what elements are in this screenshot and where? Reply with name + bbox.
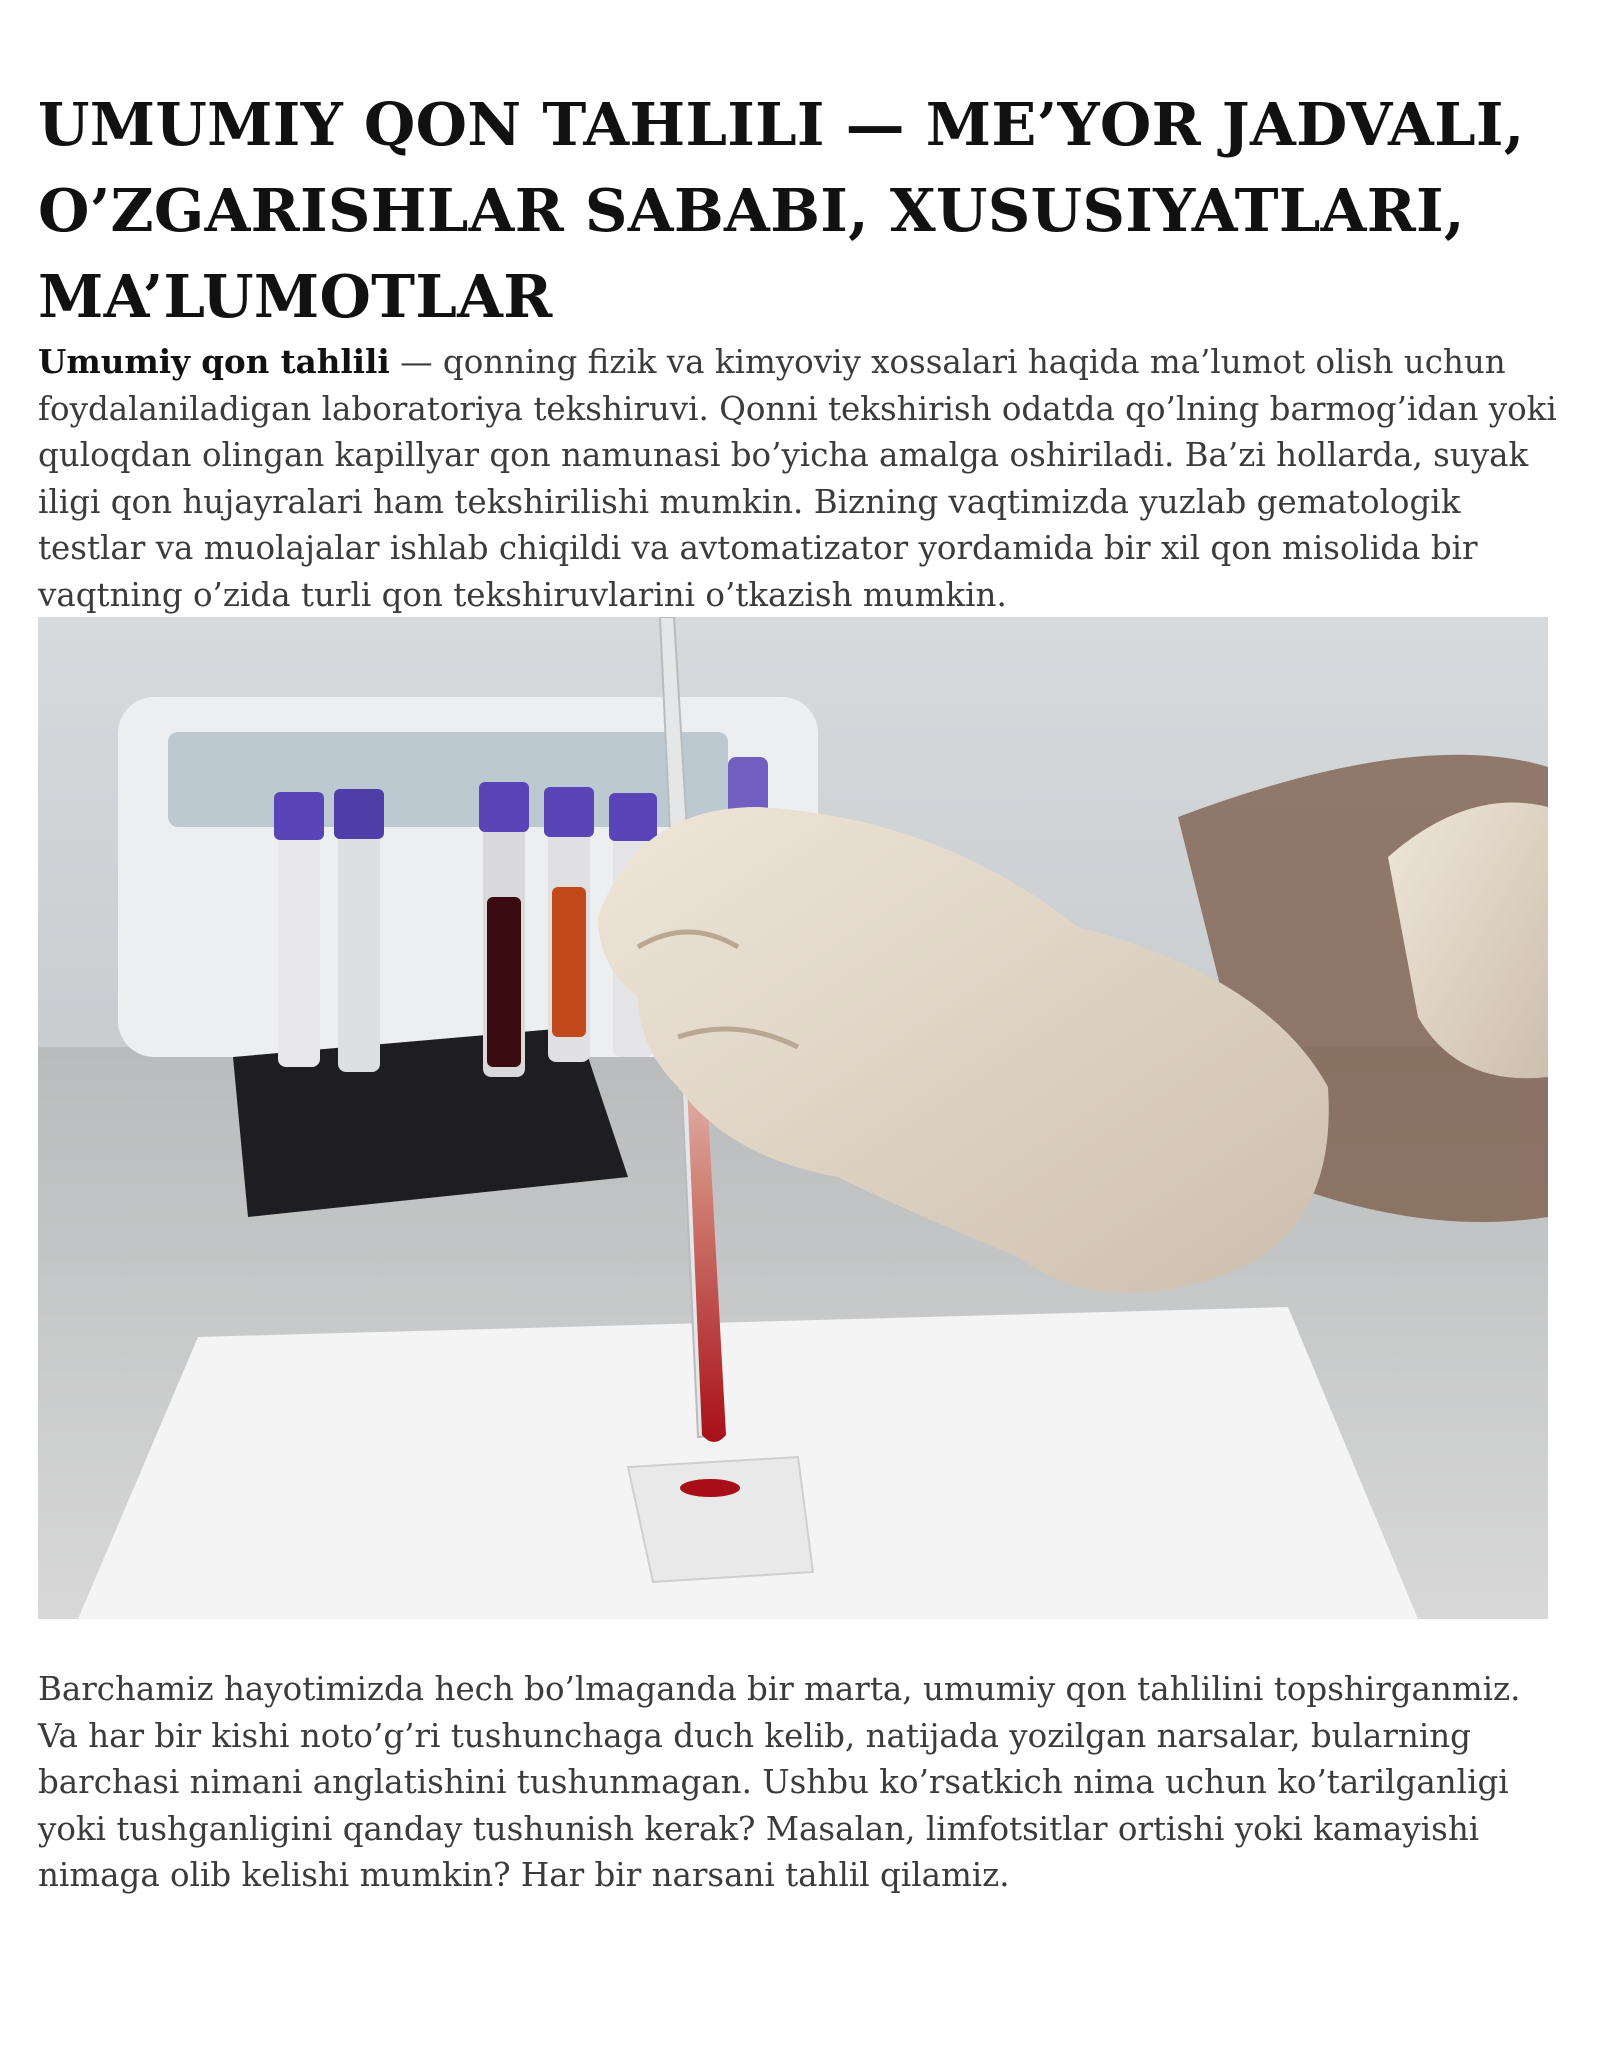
glass-slide [628,1457,813,1582]
photo-illustration [38,617,1548,1619]
outro-paragraph: Barchamiz hayotimizda hech bo’lmaganda bir marta, umumiy qon tahlilini topshirganmiz. Va har bir kishi noto’g’ri tushunchaga duch kelib, natijada yozilgan narsalar, bularning barchasi nimani anglatishini tushunmagan. Ushbu ko’rsatkich nima uchun ko’tarilganligi yoki tushganligini qanday tushunish kerak? Masalan, limfotsitlar ortishi yoki kamayishi nimaga olib kelishi mumkin? Har bir narsani tahlil qilamiz. [38,1670,1521,1894]
intro-text: — qonning fizik va kimyoviy xossalari haqida ma’lumot olish uchun foydalaniladigan laboratoriya tekshiruvi. Qonni tekshirish odatda qo’lning barmog’idan yoki quloqdan olingan kapillyar qon namunasi bo’yicha amalga oshiriladi. Ba’zi hollarda, suyak iligi qon hujayralari ham tekshirilishi mumkin. Bizning vaqtimizda yuzlab gematologik testlar va muolajalar ishlab chiqildi va avtomatizator yordamida bir xil qon misolida bir vaqtning o’zida turli qon tekshiruvlarini o’tkazish mumkin. [38,343,1557,614]
intro-paragraph [38,339,1568,618]
article-title: UMUMIY QON TAHLILI — ME’YOR JADVALI, O’ZGARISHLAR SABABI, XUSUSIYATLARI, MA’LUMOTLAR [38,90,1525,331]
lab-blood-sample-photo [38,617,1548,1619]
blood-drop [680,1479,740,1497]
intro-bold-term: Umumiy qon tahlili [38,342,390,381]
